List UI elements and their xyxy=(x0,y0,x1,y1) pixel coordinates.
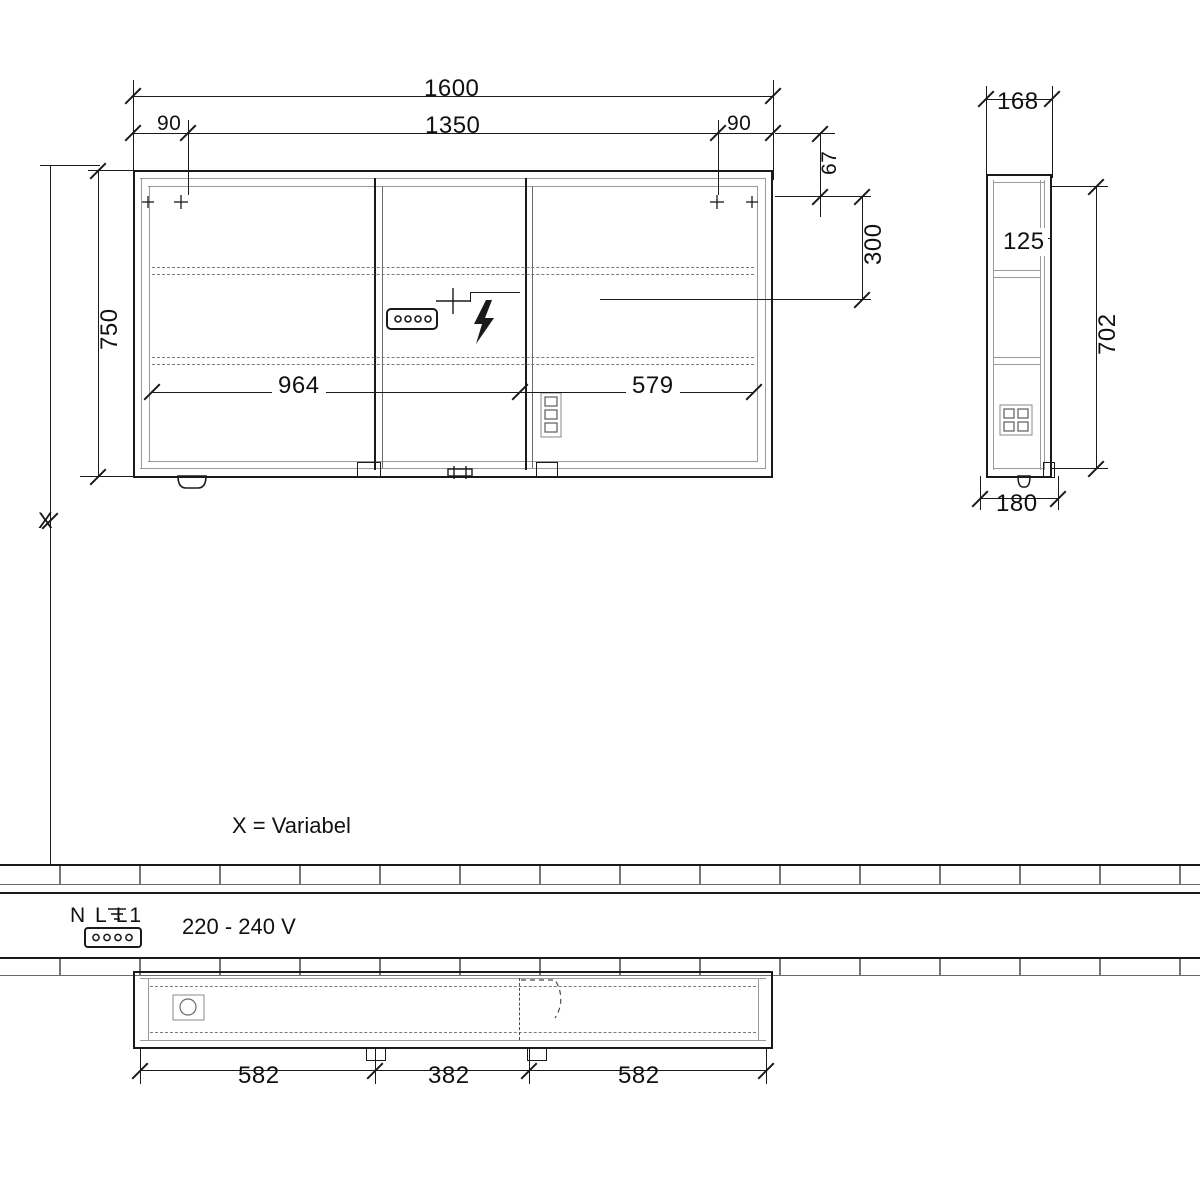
plan-door-swing-arc xyxy=(519,978,567,1024)
front-inner-frame-top xyxy=(140,178,766,179)
dim-180-ext-right xyxy=(1058,476,1059,510)
side-inner-line-1 xyxy=(993,180,994,470)
plan-dim-582-left-label: 582 xyxy=(238,1062,280,1089)
front-bottom-knob-left xyxy=(176,476,210,492)
plan-dashed-top xyxy=(150,986,756,987)
plan-view-bottom-edge xyxy=(133,1047,773,1049)
side-socket-detail-icon xyxy=(999,404,1035,438)
side-inner-line-2 xyxy=(1040,180,1041,470)
dim-750-label: 750 xyxy=(96,308,123,350)
terminal-labels: N L L1 xyxy=(70,904,144,927)
shelf-line-lower-2 xyxy=(152,364,754,365)
front-view-top-edge xyxy=(133,170,773,172)
dim-180-label: 180 xyxy=(996,490,1038,517)
variable-x-mark: X xyxy=(38,508,53,533)
shelf-line-upper-2 xyxy=(152,274,754,275)
side-shelf-upper-2 xyxy=(993,277,1041,278)
plan-dim-ext-3 xyxy=(529,1048,530,1084)
dim-180-ext-left xyxy=(980,476,981,510)
dim-300-label: 300 xyxy=(860,223,887,265)
four-pole-terminal-block-icon-2 xyxy=(84,927,144,949)
dim-67-label: 67 xyxy=(818,150,841,175)
plan-view-left-edge xyxy=(133,971,135,1049)
door-divider-right xyxy=(525,178,527,470)
side-bottom-bracket xyxy=(1043,462,1055,478)
plan-dim-382-label: 382 xyxy=(428,1062,470,1089)
plan-inner-top xyxy=(140,978,766,979)
front-inner-frame-right2 xyxy=(757,186,758,462)
side-inner-top xyxy=(993,182,1045,183)
door-divider-right-inner xyxy=(532,186,533,468)
drill-hole-left-group xyxy=(140,192,200,212)
dim-90-left-label: 90 xyxy=(157,112,182,135)
front-inner-frame-left xyxy=(141,178,142,468)
plan-fixture-icon xyxy=(172,994,206,1022)
front-bottom-bracket-left xyxy=(357,462,381,478)
variable-datum-top-cap xyxy=(40,165,100,166)
dim-90-right-label: 90 xyxy=(727,112,752,135)
voltage-label: 220 - 240 V xyxy=(182,914,296,939)
front-inner-frame-left2 xyxy=(149,186,150,462)
dim-750-ext-bottom xyxy=(80,476,136,477)
four-pole-terminal-block-icon xyxy=(386,308,440,332)
shelf-line-lower xyxy=(152,357,754,358)
front-bottom-bracket-right xyxy=(536,462,558,478)
dim-125-label: 125 xyxy=(1000,228,1048,256)
side-view-right-edge xyxy=(1050,174,1052,478)
front-view-right-edge xyxy=(771,170,773,478)
front-inner-frame-top2 xyxy=(148,186,758,187)
dim-702-ext-bottom xyxy=(1052,468,1108,469)
side-shelf-upper xyxy=(993,270,1041,271)
side-shelf-lower-2 xyxy=(993,364,1041,365)
bolt-leader-line xyxy=(470,292,520,293)
side-inner-bottom xyxy=(993,468,1045,469)
shelf-line-upper xyxy=(152,267,754,268)
plan-dim-ext-4 xyxy=(766,1048,767,1084)
dim-1350-label: 1350 xyxy=(425,112,481,139)
plan-dashed-bottom xyxy=(150,1032,756,1033)
plan-inner-left xyxy=(148,978,149,1040)
side-view-left-edge xyxy=(986,174,988,478)
dim-67-line xyxy=(820,133,821,217)
dim-300-ext-bottom xyxy=(600,299,871,300)
dim-964-label: 964 xyxy=(272,372,326,400)
bolt-leader-tick xyxy=(470,292,471,302)
plan-dim-582-right-label: 582 xyxy=(618,1062,660,1089)
front-inner-frame-right xyxy=(765,178,766,468)
plan-inner-right xyxy=(758,978,759,1040)
plan-bracket-right xyxy=(527,1047,547,1061)
door-divider-left xyxy=(374,178,376,470)
variable-note-label: X = Variabel xyxy=(232,813,351,838)
front-bottom-center-fitting xyxy=(446,466,476,482)
plan-view-right-edge xyxy=(771,971,773,1049)
side-bottom-knob xyxy=(1016,476,1034,490)
plan-dim-ext-1 xyxy=(140,1048,141,1084)
side-view-top-edge xyxy=(986,174,1052,176)
dim-702-label: 702 xyxy=(1094,313,1121,355)
door-divider-left-inner xyxy=(382,186,383,468)
side-inner-line-3 xyxy=(1044,180,1045,470)
plan-inner-bottom xyxy=(140,1040,766,1041)
side-shelf-lower xyxy=(993,357,1041,358)
front-inner-frame-bottom2 xyxy=(148,461,758,462)
dim-579-label: 579 xyxy=(626,372,680,400)
plan-view-top-edge xyxy=(133,971,773,973)
socket-detail-icon xyxy=(540,392,564,440)
dim-168-label: 168 xyxy=(997,88,1039,115)
plan-bracket-left xyxy=(366,1047,386,1061)
wall-hatch-upper xyxy=(0,864,1200,894)
front-view-left-edge xyxy=(133,170,135,478)
drill-hole-right-group xyxy=(706,192,766,212)
dim-67-ext-top xyxy=(775,133,835,134)
dim-1600-label: 1600 xyxy=(424,75,480,102)
electrical-hazard-bolt-icon xyxy=(470,300,500,346)
plan-dim-ext-2 xyxy=(375,1048,376,1084)
dim-702-ext-top xyxy=(1052,186,1108,187)
dim-300-ext-top xyxy=(775,196,871,197)
